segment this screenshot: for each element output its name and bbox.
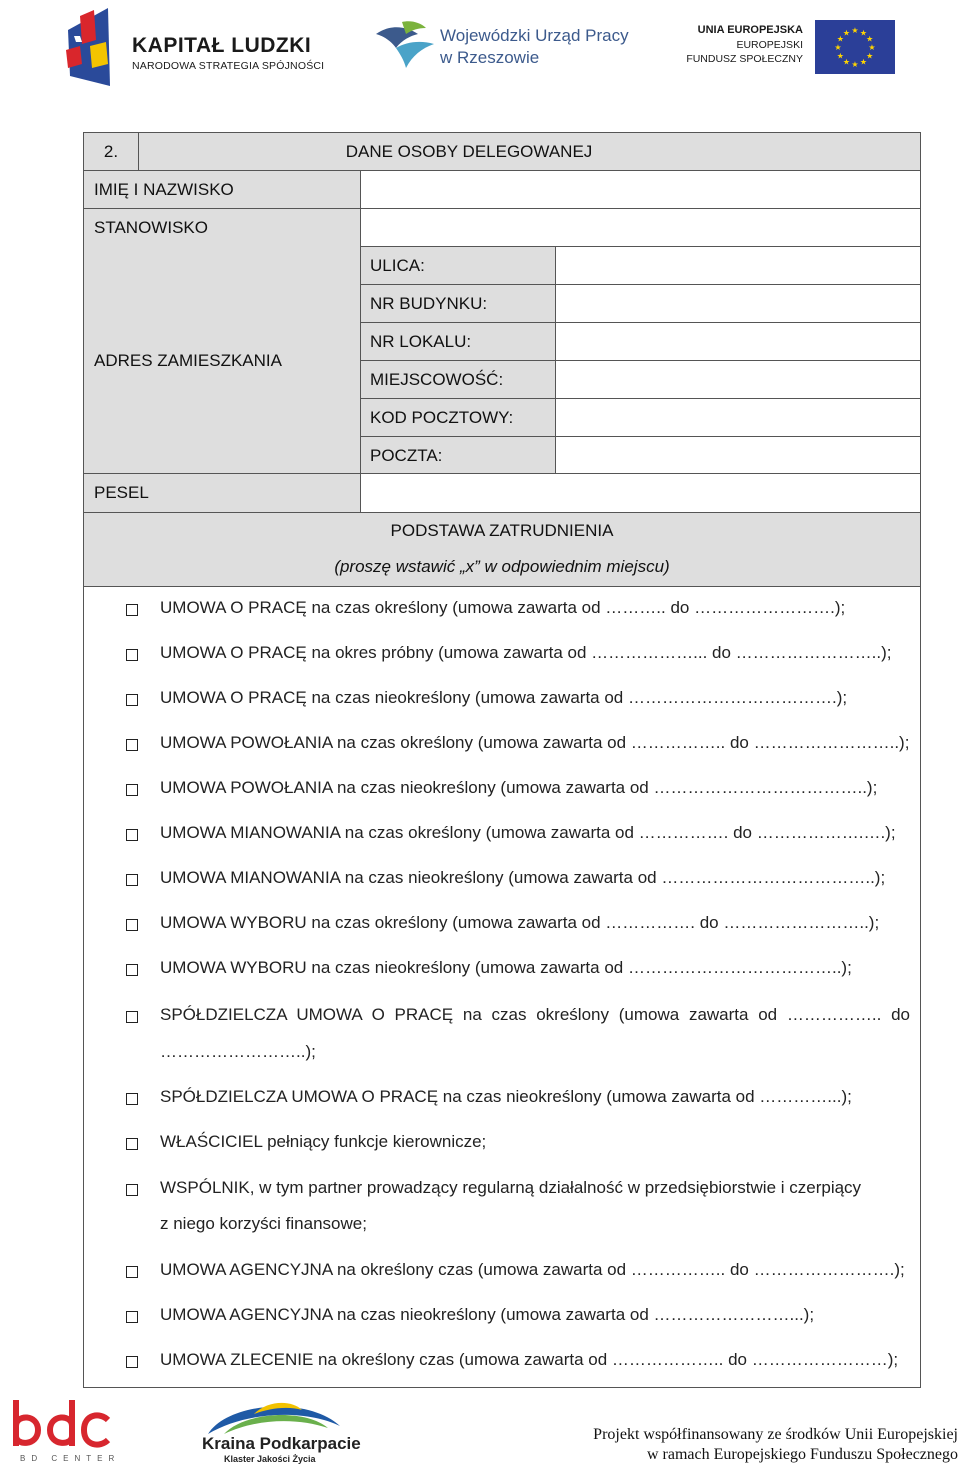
- eu-star-icon: ★: [866, 34, 874, 44]
- address-field[interactable]: [556, 437, 920, 474]
- address-field[interactable]: [556, 247, 920, 284]
- unia-europejska-logo: [686, 20, 895, 78]
- option-label: UMOWA O PRACĘ na czas nieokreślony (umowa zawarta od ……………………………….);: [160, 688, 848, 707]
- wup-line-2: w Rzeszowie: [440, 48, 540, 67]
- project-cofinancing-note: [593, 1425, 958, 1465]
- name-field[interactable]: [361, 171, 920, 208]
- bdc-logo: [10, 1396, 120, 1466]
- address-sublabel-cell: [370, 399, 555, 436]
- eu-star-icon: ★: [836, 51, 844, 61]
- eu-flag-icon: [815, 20, 895, 74]
- wup-rzeszow-logo: [372, 14, 652, 78]
- option-checkbox[interactable]: [126, 964, 138, 976]
- ue-line-2: EUROPEJSKI: [736, 39, 803, 51]
- section-number: 2.: [103, 141, 119, 161]
- option-checkbox[interactable]: [126, 739, 138, 751]
- eu-star-icon: ★: [868, 43, 876, 52]
- address-sublabel: NR BUDYNKU:: [370, 293, 488, 313]
- bird-icon: [372, 14, 438, 74]
- address-sublabel: MIEJSCOWOŚĆ:: [370, 369, 504, 389]
- project-line-1: Projekt współfinansowany ze środków Unii Europejskiej: [593, 1426, 958, 1443]
- basis-hint: (proszę wstawić „x” w odpowiednim miejscu): [334, 557, 670, 576]
- option-label: UMOWA ZLECENIE na określony czas (umowa zawarta od ……………….. do ……………………);: [160, 1350, 899, 1369]
- option-label: UMOWA POWOŁANIA na czas nieokreślony (umowa zawarta od ………………………………..);: [160, 778, 878, 797]
- position-field[interactable]: [361, 209, 920, 246]
- address-field[interactable]: [556, 399, 920, 436]
- pesel-field[interactable]: [361, 474, 920, 512]
- name-label-cell: [94, 171, 360, 208]
- option-label: SPÓŁDZIELCZA UMOWA O PRACĘ na czas określony (umowa zawarta od …………….. do: [160, 1005, 910, 1024]
- eu-star-icon: ★: [851, 26, 859, 35]
- eu-star-icon: ★: [836, 34, 844, 44]
- pesel-label-cell: [94, 474, 360, 512]
- eu-star-icon: ★: [842, 57, 851, 67]
- address-sublabel: NR LOKALU:: [370, 331, 472, 351]
- option-checkbox[interactable]: [126, 1356, 138, 1368]
- eu-star-icon: ★: [834, 43, 842, 52]
- option-label: UMOWA WYBORU na czas określony (umowa zawarta od ……………. do ……………………..);: [160, 913, 880, 932]
- ue-line-3: FUNDUSZ SPOŁECZNY: [686, 53, 803, 65]
- option-checkbox[interactable]: [126, 1138, 138, 1150]
- address-sublabel-cell: [370, 247, 555, 284]
- kraina-title: Kraina Podkarpacie: [202, 1434, 361, 1453]
- option-label: SPÓŁDZIELCZA UMOWA O PRACĘ na czas nieokreślony (umowa zawarta od …………...);: [160, 1087, 852, 1106]
- option-label: UMOWA WYBORU na czas nieokreślony (umowa zawarta od ………………………………..);: [160, 958, 852, 977]
- address-field[interactable]: [556, 323, 920, 360]
- kapital-ludzki-emblem-icon: [60, 6, 130, 92]
- option-label: UMOWA O PRACĘ na okres próbny (umowa zawarta od ………………... do ……………………..);: [160, 643, 892, 662]
- kraina-podkarpacie-logo: [198, 1396, 361, 1466]
- option-checkbox[interactable]: [126, 604, 138, 616]
- eu-star-icon: ★: [842, 28, 851, 38]
- option-checkbox[interactable]: [126, 649, 138, 661]
- basis-header: [84, 513, 920, 587]
- eu-star-icon: ★: [859, 28, 868, 38]
- option-checkbox[interactable]: [126, 1184, 138, 1196]
- basis-title: PODSTAWA ZATRUDNIENIA: [390, 521, 614, 540]
- option-checkbox[interactable]: [126, 1266, 138, 1278]
- option-checkbox[interactable]: [126, 1011, 138, 1023]
- option-label: UMOWA AGENCYJNA na określony czas (umowa zawarta od …………….. do …………………….);: [160, 1260, 905, 1279]
- option-label: WSPÓLNIK, w tym partner prowadzący regularną działalność w przedsiębiorstwie i czerpiący: [160, 1178, 862, 1197]
- option-label: WŁAŚCICIEL pełniący funkcje kierownicze;: [160, 1132, 487, 1151]
- address-field[interactable]: [556, 285, 920, 322]
- kraina-arc-icon: [198, 1396, 348, 1436]
- wup-line-1: Wojewódzki Urząd Pracy: [440, 26, 629, 45]
- option-label: ……………………..);: [160, 1042, 316, 1061]
- address-sublabel-cell: [370, 437, 555, 474]
- option-label: UMOWA POWOŁANIA na czas określony (umowa zawarta od …………….. do ……………………..);: [160, 733, 910, 752]
- position-label: STANOWISKO: [94, 217, 208, 237]
- kapital-ludzki-title: KAPITAŁ LUDZKI: [132, 34, 312, 57]
- section-number-cell: [84, 133, 138, 170]
- address-sublabel-cell: [370, 285, 555, 322]
- eu-star-icon: ★: [866, 51, 874, 61]
- option-checkbox[interactable]: [126, 1311, 138, 1323]
- option-checkbox[interactable]: [126, 874, 138, 886]
- address-sublabel: KOD POCZTOWY:: [370, 407, 514, 427]
- address-sublabel: POCZTA:: [370, 445, 443, 465]
- option-label: UMOWA MIANOWANIA na czas określony (umowa zawarta od ……………. do ……………….….);: [160, 823, 896, 842]
- kraina-subtitle: Klaster Jakości Życia: [224, 1454, 316, 1464]
- kapital-ludzki-logo: [60, 6, 330, 92]
- position-label-cell: [94, 209, 360, 246]
- option-checkbox[interactable]: [126, 919, 138, 931]
- option-checkbox[interactable]: [126, 829, 138, 841]
- option-label: z niego korzyści finansowe;: [160, 1214, 367, 1233]
- eu-star-icon: ★: [851, 60, 859, 69]
- kapital-ludzki-subtitle: NARODOWA STRATEGIA SPÓJNOŚCI: [132, 60, 325, 72]
- ue-line-1: UNIA EUROPEJSKA: [697, 24, 803, 36]
- project-line-2: w ramach Europejskiego Funduszu Społecznego: [646, 1446, 958, 1463]
- name-label: IMIĘ I NAZWISKO: [94, 179, 234, 199]
- address-label: ADRES ZAMIESZKANIA: [94, 350, 282, 370]
- pesel-label: PESEL: [94, 483, 149, 502]
- delegated-person-form: [83, 132, 921, 1388]
- address-sublabel-cell: [370, 361, 555, 398]
- option-label: UMOWA MIANOWANIA na czas nieokreślony (umowa zawarta od ………………………………..);: [160, 868, 886, 887]
- address-label-cell: [94, 247, 360, 474]
- option-checkbox[interactable]: [126, 694, 138, 706]
- eu-star-icon: ★: [859, 57, 868, 67]
- option-label: UMOWA O PRACĘ na czas określony (umowa zawarta od ……….. do …………………….);: [160, 598, 846, 617]
- option-label: UMOWA AGENCYJNA na czas nieokreślony (umowa zawarta od ……………………...);: [160, 1305, 815, 1324]
- option-checkbox[interactable]: [126, 784, 138, 796]
- section-title: DANE OSOBY DELEGOWANEJ: [345, 141, 593, 161]
- address-field[interactable]: [556, 361, 920, 398]
- section-title-cell: [138, 133, 920, 170]
- bdc-label: BD CENTER: [20, 1454, 121, 1463]
- option-checkbox[interactable]: [126, 1093, 138, 1105]
- address-sublabel: ULICA:: [370, 255, 425, 275]
- address-sublabel-cell: [370, 323, 555, 360]
